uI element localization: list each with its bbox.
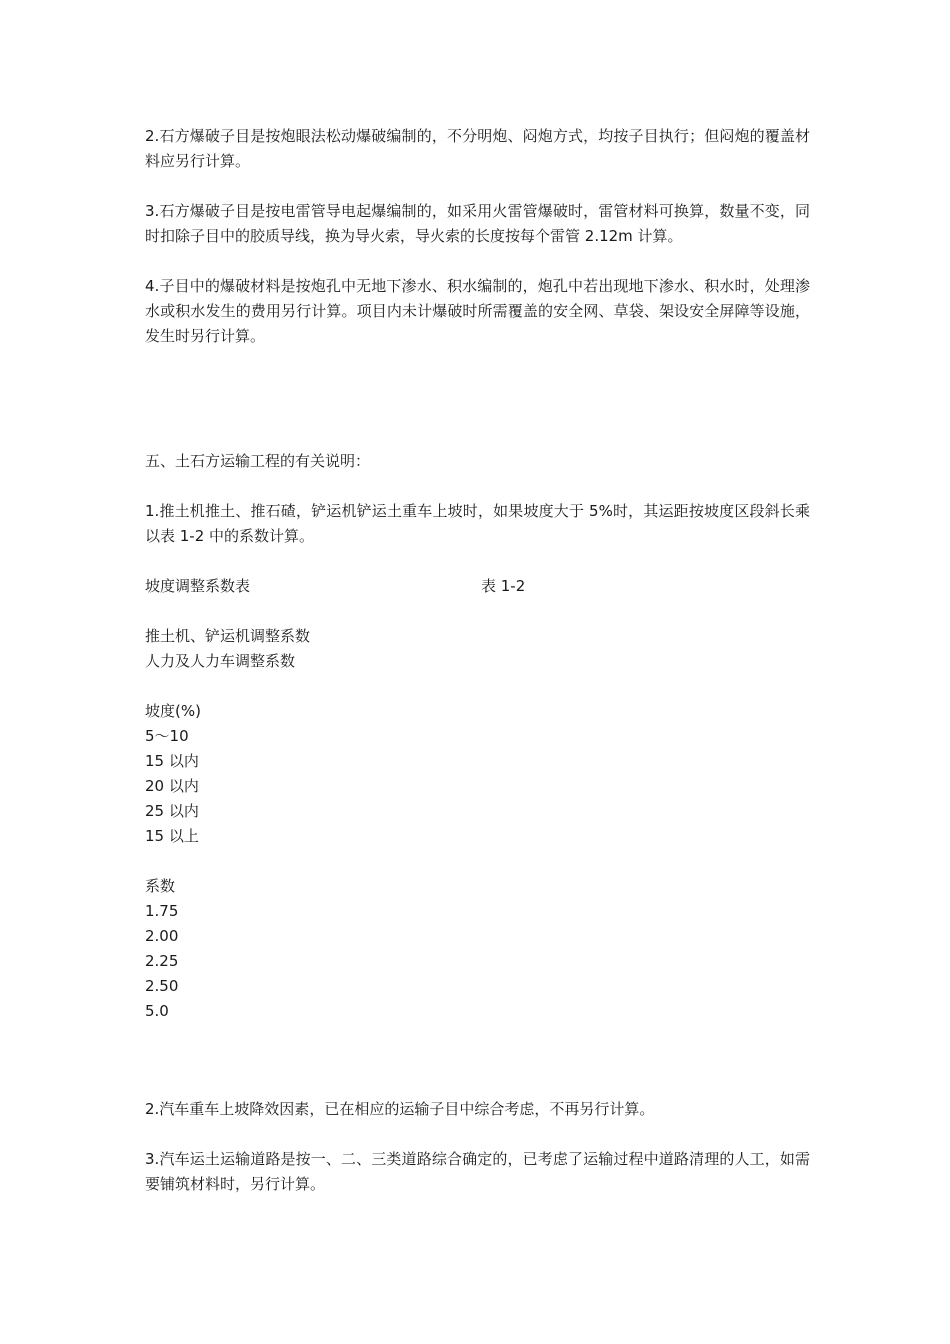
table-number: 表 1-2	[481, 577, 526, 595]
table-header-manual: 人力及人力车调整系数	[145, 652, 296, 670]
table-slope-value: 5～10	[145, 727, 189, 745]
table-caption: 坡度调整系数表	[145, 577, 251, 595]
note-rock-blasting-2: 2.石方爆破子目是按炮眼法松动爆破编制的，不分明炮、闷炮方式，均按子目执行；但闷炮的覆盖材料应另行计算。	[145, 127, 810, 170]
note-rock-blasting-3: 3.石方爆破子目是按电雷管导电起爆编制的，如采用火雷管爆破时，雷管材料可换算，数量不变，同时扣除子目中的胶质导线，换为导火索，导火索的长度按每个雷管 2.12m 计算。	[145, 202, 810, 245]
table-slope-label: 坡度(%)	[145, 702, 201, 720]
section-title: 五、土石方运输工程的有关说明：	[145, 452, 371, 470]
table-slope-value: 15 以内	[145, 752, 199, 770]
table-coef-value: 2.25	[145, 952, 179, 970]
table-coef-value: 5.0	[145, 1002, 169, 1020]
note-transport-2: 2.汽车重车上坡降效因素，已在相应的运输子目中综合考虑，不再另行计算。	[145, 1100, 655, 1118]
table-coef-value: 2.00	[145, 927, 179, 945]
table-coef-value: 1.75	[145, 902, 179, 920]
note-transport-3: 3.汽车运土运输道路是按一、二、三类道路综合确定的，已考虑了运输过程中道路清理的人工，如需要铺筑材料时，另行计算。	[145, 1150, 810, 1193]
table-slope-value: 20 以内	[145, 777, 199, 795]
table-coef-label: 系数	[145, 877, 176, 895]
table-header-bulldozer: 推土机、铲运机调整系数	[145, 627, 311, 645]
note-transport-1: 1.推土机推土、推石碴，铲运机铲运土重车上坡时，如果坡度大于 5%时，其运距按坡度区段斜长乘以表 1-2 中的系数计算。	[145, 502, 810, 545]
note-rock-blasting-4: 4.子目中的爆破材料是按炮孔中无地下渗水、积水编制的，炮孔中若出现地下渗水、积水时，处理渗水或积水发生的费用另行计算。项目内未计爆破时所需覆盖的安全网、草袋、架设安全屏障等设施，发生时另行计算。	[145, 277, 810, 345]
table-slope-value: 15 以上	[145, 827, 199, 845]
table-coef-value: 2.50	[145, 977, 179, 995]
table-slope-value: 25 以内	[145, 802, 199, 820]
